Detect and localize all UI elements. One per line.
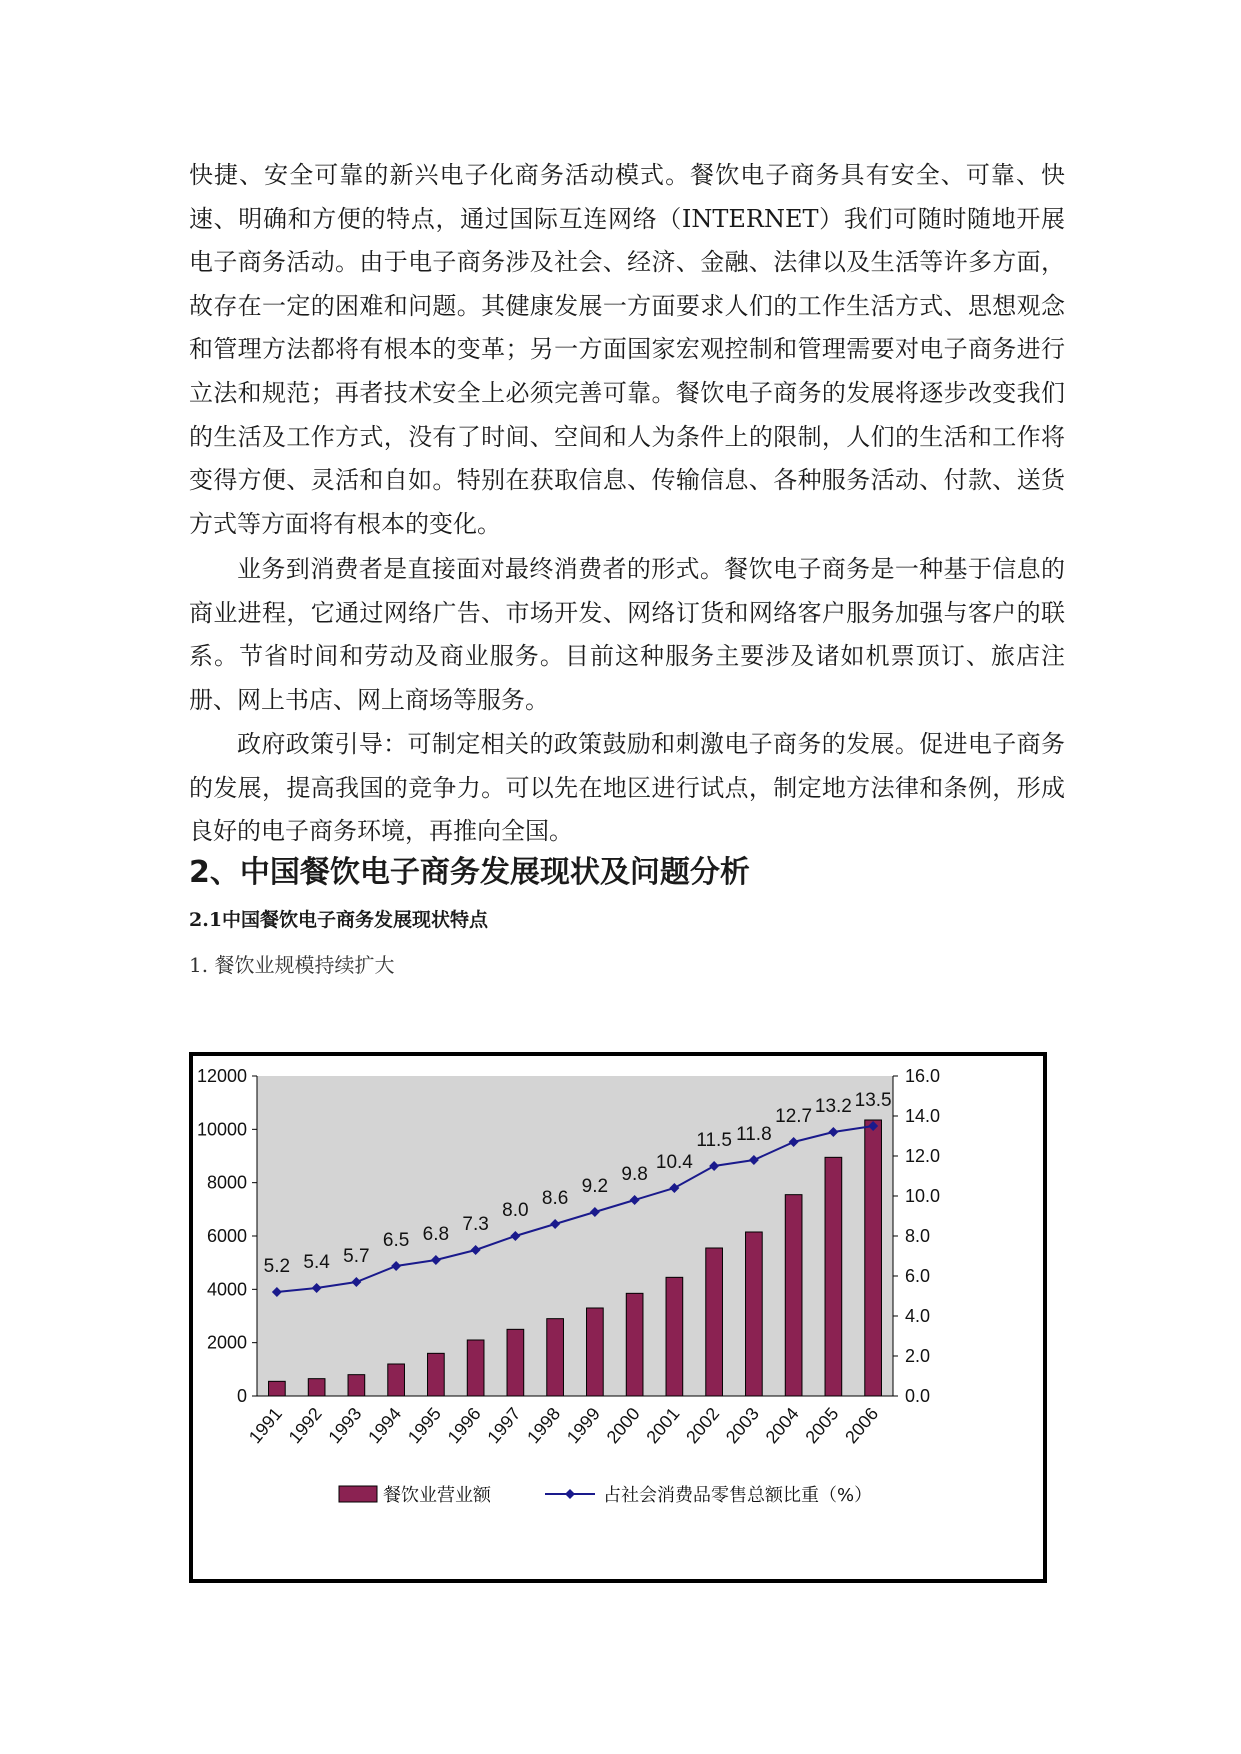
x-tick-label: 2000 [602, 1403, 644, 1448]
data-label: 6.5 [382, 1230, 410, 1251]
x-tick-label: 1997 [483, 1403, 525, 1448]
list-item: 1. 餐饮业规模持续扩大 [189, 953, 395, 977]
left-tick-label: 10000 [196, 1119, 247, 1140]
left-tick-label: 6000 [206, 1226, 247, 1246]
bar [269, 1381, 286, 1396]
bar [308, 1379, 325, 1396]
data-label: 12.7 [775, 1106, 813, 1127]
bar [626, 1293, 643, 1396]
data-label: 11.5 [696, 1130, 732, 1151]
right-tick-label: 6.0 [905, 1266, 931, 1286]
data-label: 5.7 [343, 1246, 370, 1267]
right-tick-label: 0.0 [905, 1386, 931, 1406]
left-tick-label: 4000 [206, 1279, 247, 1300]
data-label: 8.6 [541, 1188, 569, 1209]
data-label: 10.4 [655, 1152, 693, 1173]
data-label: 9.8 [621, 1164, 648, 1185]
right-tick-label: 12.0 [905, 1146, 941, 1166]
right-tick-label: 14.0 [905, 1106, 941, 1126]
left-tick-label: 12000 [196, 1066, 247, 1086]
data-label: 9.2 [581, 1176, 609, 1197]
x-tick-label: 2005 [801, 1403, 843, 1448]
bar [348, 1375, 365, 1396]
right-tick-label: 16.0 [905, 1066, 941, 1086]
combo-chart [193, 1056, 1043, 1579]
bar [746, 1232, 763, 1396]
right-tick-label: 10.0 [905, 1186, 941, 1206]
legend-line-marker [565, 1489, 575, 1499]
x-tick-label: 1994 [364, 1403, 406, 1448]
data-label: 5.2 [263, 1256, 291, 1277]
legend-bar-label: 餐饮业营业额 [383, 1485, 491, 1506]
left-tick-label: 0 [236, 1386, 247, 1406]
bar [706, 1248, 723, 1396]
bar [587, 1308, 604, 1396]
bar [666, 1277, 683, 1396]
x-tick-label: 1993 [324, 1403, 366, 1448]
left-tick-label: 8000 [206, 1172, 247, 1193]
x-tick-label: 1991 [244, 1403, 286, 1448]
data-label: 11.8 [736, 1124, 772, 1145]
x-tick-label: 2002 [682, 1403, 724, 1448]
data-label: 8.0 [502, 1200, 529, 1221]
bar [467, 1340, 484, 1396]
bar [547, 1319, 564, 1396]
right-tick-label: 2.0 [905, 1346, 931, 1366]
left-tick-label: 2000 [206, 1332, 247, 1353]
x-tick-label: 2006 [841, 1403, 883, 1448]
data-label: 13.5 [854, 1090, 892, 1111]
legend-bar-swatch [339, 1486, 377, 1502]
x-tick-label: 2003 [721, 1403, 763, 1448]
bar [865, 1120, 882, 1396]
section-heading: 2、中国餐饮电子商务发展现状及问题分析 [189, 855, 750, 890]
legend-line-label: 占社会消费品零售总额比重（%） [603, 1485, 873, 1506]
subsection-heading: 2.1中国餐饮电子商务发展现状特点 [189, 909, 489, 931]
right-tick-label: 8.0 [905, 1226, 931, 1246]
bar [388, 1364, 405, 1396]
bar [785, 1195, 802, 1396]
paragraph-1: 快捷、安全可靠的新兴电子化商务活动模式。餐饮电子商务具有安全、可靠、快速、明确和方便的特点，通过国际互连网络（INTERNET）我们可随时随地开展电子商务活动。由于电子商务涉及社会、经济、金融、法律以及生活等许多方面，故存在一定的困难和问题。其健康发展一方面要求人们的工作生活方式、思想观念和管理方法都将有根本的变革；另一方面国家宏观控制和管理需要对电子商务进行立法和规范；再者技术安全上必须完善可靠。餐饮电子商务的发展将逐步改变我们的生活及工作方式，没有了时间、空间和人为条件上的限制，人们的生活和工作将变得方便、灵活和自如。特别在获取信息、传输信息、各种服务活动、付款、送货方式等方面将有根本的变化。 [189, 161, 1065, 538]
data-label: 7.3 [462, 1214, 489, 1235]
right-tick-label: 4.0 [905, 1306, 931, 1326]
data-label: 5.4 [303, 1252, 330, 1273]
x-tick-label: 2001 [642, 1403, 684, 1448]
chart-figure [189, 1052, 1047, 1583]
data-label: 13.2 [814, 1096, 852, 1117]
x-tick-label: 1996 [443, 1403, 485, 1448]
paragraph-3: 政府政策引导：可制定相关的政策鼓励和刺激电子商务的发展。促进电子商务的发展，提高我国的竞争力。可以先在地区进行试点，制定地方法律和条例，形成良好的电子商务环境，再推向全国。 [189, 730, 1065, 846]
x-tick-label: 1995 [403, 1403, 445, 1448]
x-tick-label: 1992 [284, 1403, 326, 1448]
x-tick-label: 1999 [562, 1403, 604, 1448]
bar [825, 1157, 842, 1396]
data-label: 6.8 [422, 1224, 450, 1245]
x-tick-label: 1998 [523, 1403, 565, 1448]
bar [507, 1329, 524, 1396]
paragraph-2: 业务到消费者是直接面对最终消费者的形式。餐饮电子商务是一种基于信息的商业进程，它通过网络广告、市场开发、网络订货和网络客户服务加强与客户的联系。节省时间和劳动及商业服务。目前这种服务主要涉及诸如机票顶订、旅店注册、网上书店、网上商场等服务。 [189, 555, 1065, 714]
bar [428, 1353, 445, 1396]
x-tick-label: 2004 [761, 1403, 803, 1448]
